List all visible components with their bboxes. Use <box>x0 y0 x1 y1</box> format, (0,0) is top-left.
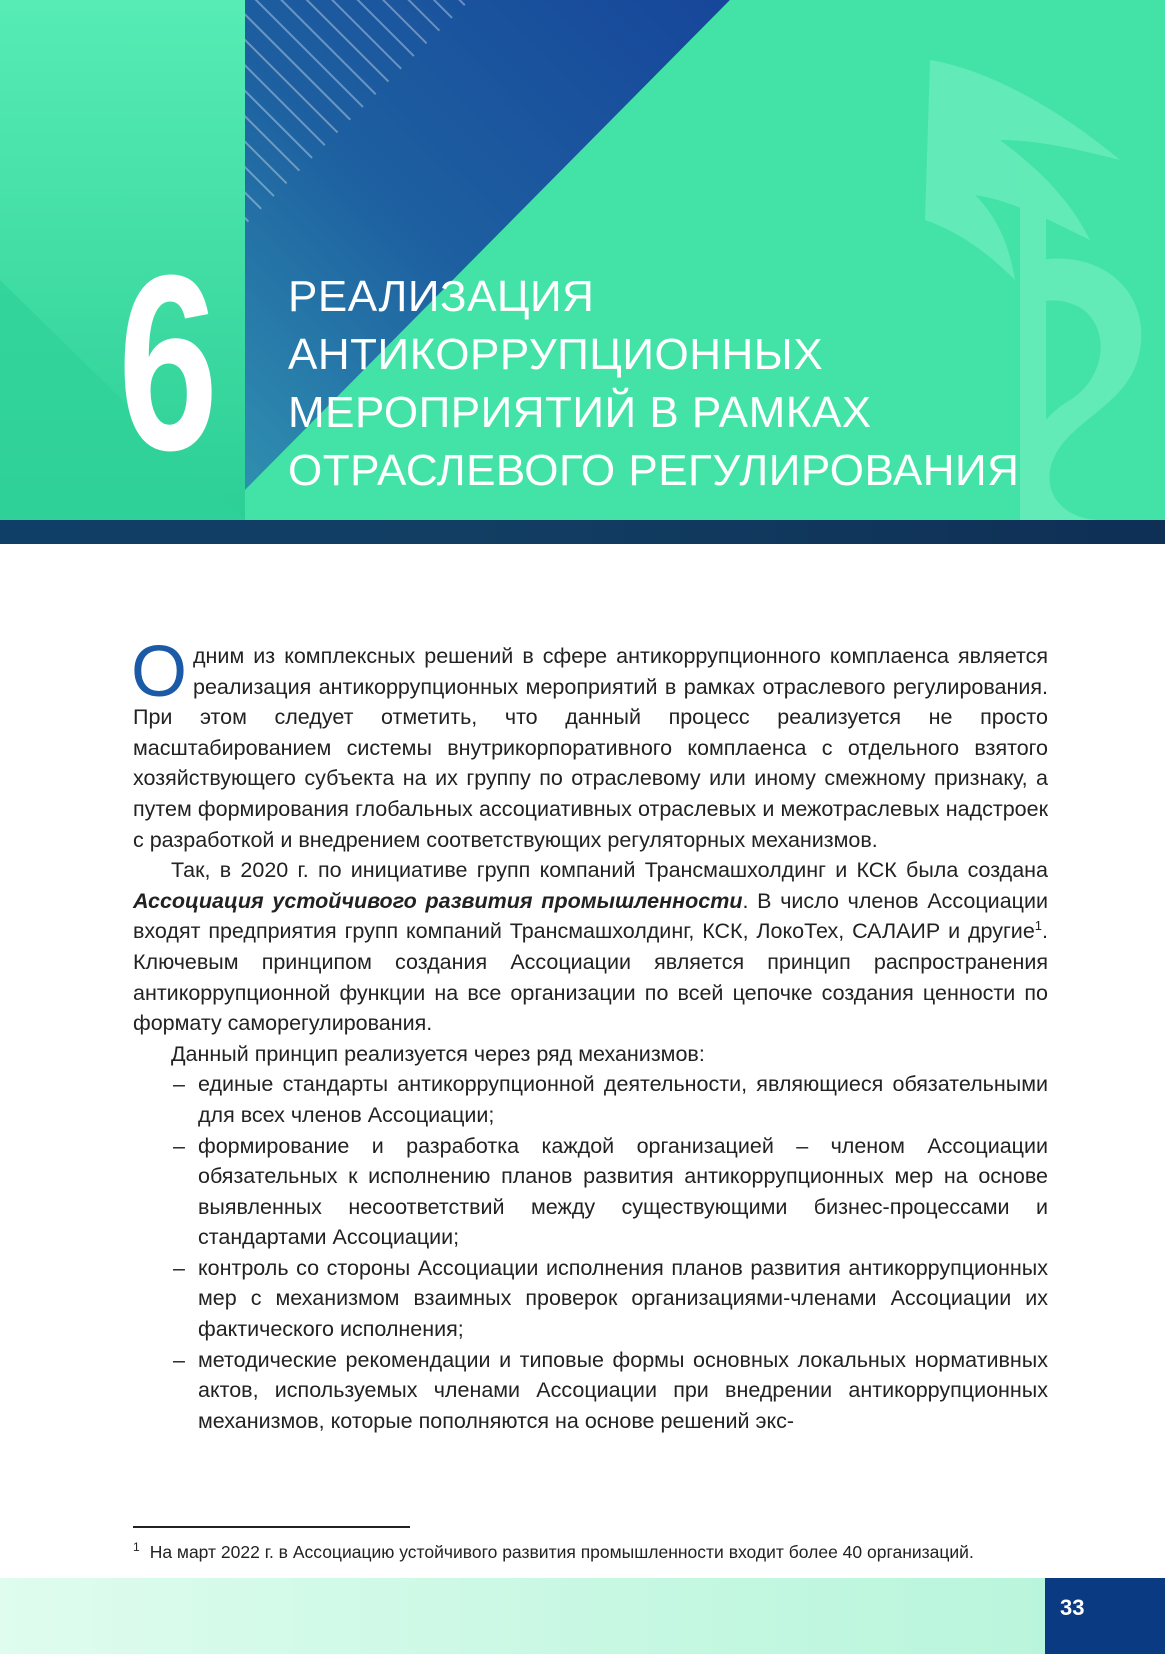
chapter-title-line: МЕРОПРИЯТИЙ В РАМКАХ <box>288 388 872 437</box>
paragraph-text: . В число членов Ассоциации входят предприятия групп компаний Трансмашхолдинг, КСК, ЛокоТех, САЛАИР и другие <box>133 888 1048 944</box>
list-item <box>133 1253 1048 1345</box>
list-dash: – <box>173 1347 185 1372</box>
page-number: 33 <box>1060 1595 1085 1620</box>
list-item <box>133 1069 1048 1130</box>
footnote-reference: 1 <box>1034 918 1043 934</box>
paragraph-association <box>133 855 1048 1039</box>
footnote-text: На март 2022 г. в Ассоциацию устойчивого развития промышленности входит более 40 организаций. <box>149 1542 974 1562</box>
paragraph-mechanisms-intro: Данный принцип реализуется через ряд механизмов: <box>171 1041 705 1066</box>
footnote <box>133 1540 1048 1565</box>
paragraph-text: Так, в 2020 г. по инициативе групп компаний Трансмашхолдинг и КСК была создана <box>171 858 1048 883</box>
footnote-separator <box>133 1526 410 1528</box>
list-item <box>133 1345 1048 1437</box>
chapter-banner <box>0 0 1165 520</box>
footer-band <box>0 1578 1045 1654</box>
list-item-text: контроль со стороны Ассоциации исполнения планов развития антикоррупционных мер с механизмом взаимных проверок организациями-членами Ассоциации их фактического исполнения; <box>198 1255 1048 1342</box>
chapter-title-line: ОТРАСЛЕВОГО РЕГУЛИРОВАНИЯ <box>288 446 1020 495</box>
chapter-title <box>288 268 1148 500</box>
mechanisms-list <box>133 1069 1048 1436</box>
main-body-text <box>131 632 1048 1436</box>
chapter-number: 6 <box>118 223 216 502</box>
list-dash: – <box>173 1072 185 1097</box>
list-item-text: единые стандарты антикоррупционной деятельности, являющиеся обязательными для всех членов Ассоциации; <box>198 1072 1048 1127</box>
banner-divider-strip <box>0 520 1165 544</box>
list-item <box>133 1131 1048 1253</box>
list-dash: – <box>173 1133 185 1158</box>
list-dash: – <box>173 1255 185 1280</box>
chapter-title-line: РЕАЛИЗАЦИЯ <box>288 272 595 321</box>
paragraph-intro <box>131 632 1048 855</box>
drop-cap: О <box>131 632 188 712</box>
footnote-mark: 1 <box>133 1540 140 1555</box>
association-name: Ассоциация устойчивого развития промышленности <box>133 888 743 913</box>
chapter-title-line: АНТИКОРРУПЦИОННЫХ <box>288 330 824 379</box>
paragraph-text: . Ключевым принципом создания Ассоциации является принцип распространения антикоррупционной функции на все организации по всей цепочке создания ценности по формату саморегулирования. <box>133 919 1048 1036</box>
list-item-text: методические рекомендации и типовые формы основных локальных нормативных актов, используемых членами Ассоциации при внедрении антикоррупционных механизмов, которые пополняются на основе решений экс- <box>198 1347 1048 1433</box>
list-item-text: формирование и разработка каждой организацией – членом Ассоциации обязательных к исполнению планов развития антикоррупционных мер на основе выявленных несоответствий между существующими бизнес-процессами и стандартами Ассоциации; <box>198 1133 1048 1250</box>
paragraph-intro-text: дним из комплексных решений в сфере антикоррупционного комплаенса является реализация антикоррупционных мероприятий в рамках отраслевого регулирования. При этом следует отметить, что данный процесс реализуется не просто масштабированием системы внутрикорпоративного комплаенса с отдельного взятого хозяйствующего субъекта на их группу по отраслевому или иному смежному признаку, а путем формирования глобальных ассоциативных отраслевых и межотраслевых надстроек с разработкой и внедрением соответствующих регуляторных механизмов. <box>133 644 1048 852</box>
